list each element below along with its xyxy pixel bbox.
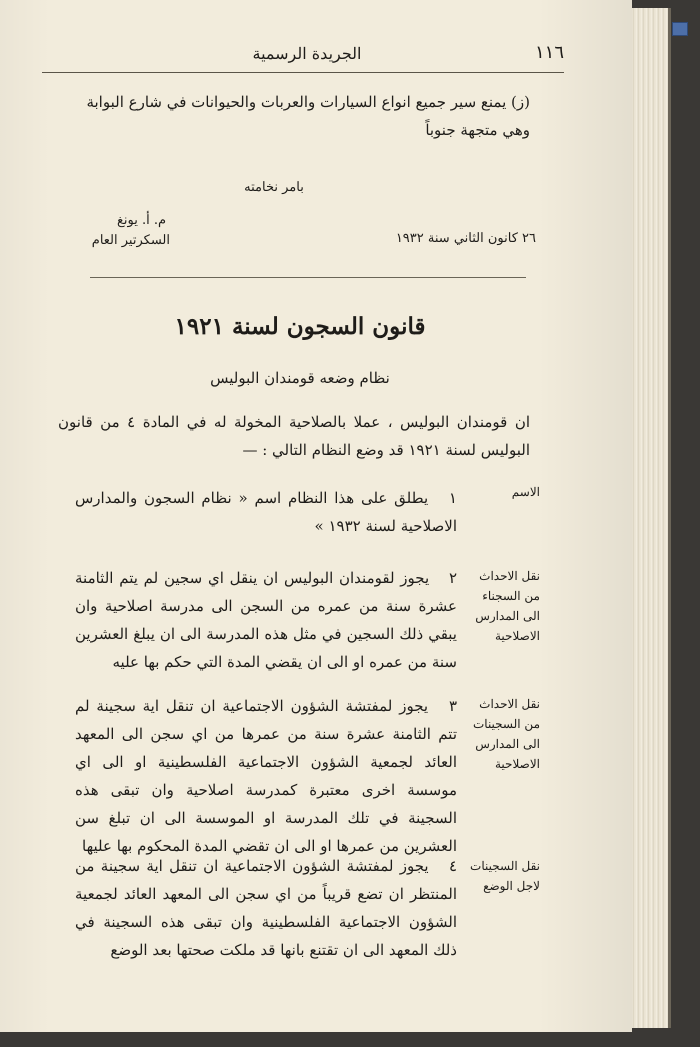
article-number: ٣ [448, 697, 457, 715]
signer-position: السكرتير العام [91, 233, 170, 248]
signer-name: م. أ. يونغ [116, 213, 166, 228]
journal-title: الجريدة الرسمية [252, 44, 362, 63]
margin-note-article-2: نقل الاحداث من السجناء الى المدارس الاصلاحية [475, 569, 540, 643]
article-text: يطلق على هذا النظام اسم « نظام السجون والمدارس الاصلاحية لسنة ١٩٣٢ » [75, 489, 457, 535]
margin-note-article-1: الاسم [511, 485, 540, 499]
article-1 [75, 484, 457, 540]
article-number: ٢ [448, 569, 457, 587]
article-2 [75, 564, 457, 676]
law-subtitle: نظام وضعه قومندان البوليس [210, 369, 390, 387]
intro-item [70, 88, 530, 144]
article-4 [75, 852, 457, 964]
law-preamble: ان قومندان البوليس ، عملا بالصلاحية المخولة له في المادة ٤ من قانون البوليس لسنة ١٩٢١ قد وضع النظام التالي : — [58, 413, 531, 459]
page-header [42, 40, 564, 73]
margin-note-article-3: نقل الاحداث من السجينات الى المدارس الاصلاحية [472, 697, 540, 771]
page-number: ١١٦ [534, 42, 564, 63]
order-line: بامر نخامته [244, 180, 304, 195]
law-title: قانون السجون لسنة ١٩٢١ [174, 313, 426, 340]
intro-item-text: يمنع سير جميع انواع السيارات والعربات والحيوانات في شارع البوابة وهي متجهة جنوباً [86, 93, 530, 139]
article-text: يجوز لمفتشة الشؤون الاجتماعية ان تنقل اية سجينة من المنتظر ان تضع قريباً من اي سجن الى المعهد العائد لجمعية الشؤون الاجتماعية الفلسطينية وان تبقى هذه السجينة في ذلك المعهد الى ان تقتنع بانها قد ملكت صحتها بعد الوضع [75, 857, 457, 959]
article-number: ١ [448, 489, 457, 507]
intro-item-label: (ز) [511, 93, 530, 111]
article-text: يجوز لقومندان البوليس ان ينقل اي سجين لم يتم الثامنة عشرة سنة من عمره من السجن الى مدرسة اصلاحية وان يبقي ذلك السجين في مثل هذه المدرسة الى ان يبلغ العشرين سنة من عمره او الى ان يقضي المدة التي حكم بها عليه [75, 569, 457, 671]
article-number: ٤ [448, 857, 457, 875]
article-text: يجوز لمفتشة الشؤون الاجتماعية ان تنقل اية سجينة لم تتم الثامنة عشرة سنة من عمرها من اي سجن الى المعهد العائد لجمعية الشؤون الاجتماعية الفلسطينية او الى اي موسسة اخرى معتبرة كمدرسة اصلاحية وان تبقى هذه السجينة في تلك المدرسة او الموسسة الى ان تبلغ سن العشرين من عمرها او الى ان تقضي المدة المحكوم بها عليها [75, 697, 457, 855]
margin-note-article-4: نقل السجينات لاجل الوضع [470, 859, 540, 893]
section-divider [90, 277, 526, 278]
bookmark-tab [672, 22, 688, 36]
signature-date: ٢٦ كانون الثاني سنة ١٩٣٢ [395, 231, 536, 246]
article-3 [75, 692, 457, 860]
